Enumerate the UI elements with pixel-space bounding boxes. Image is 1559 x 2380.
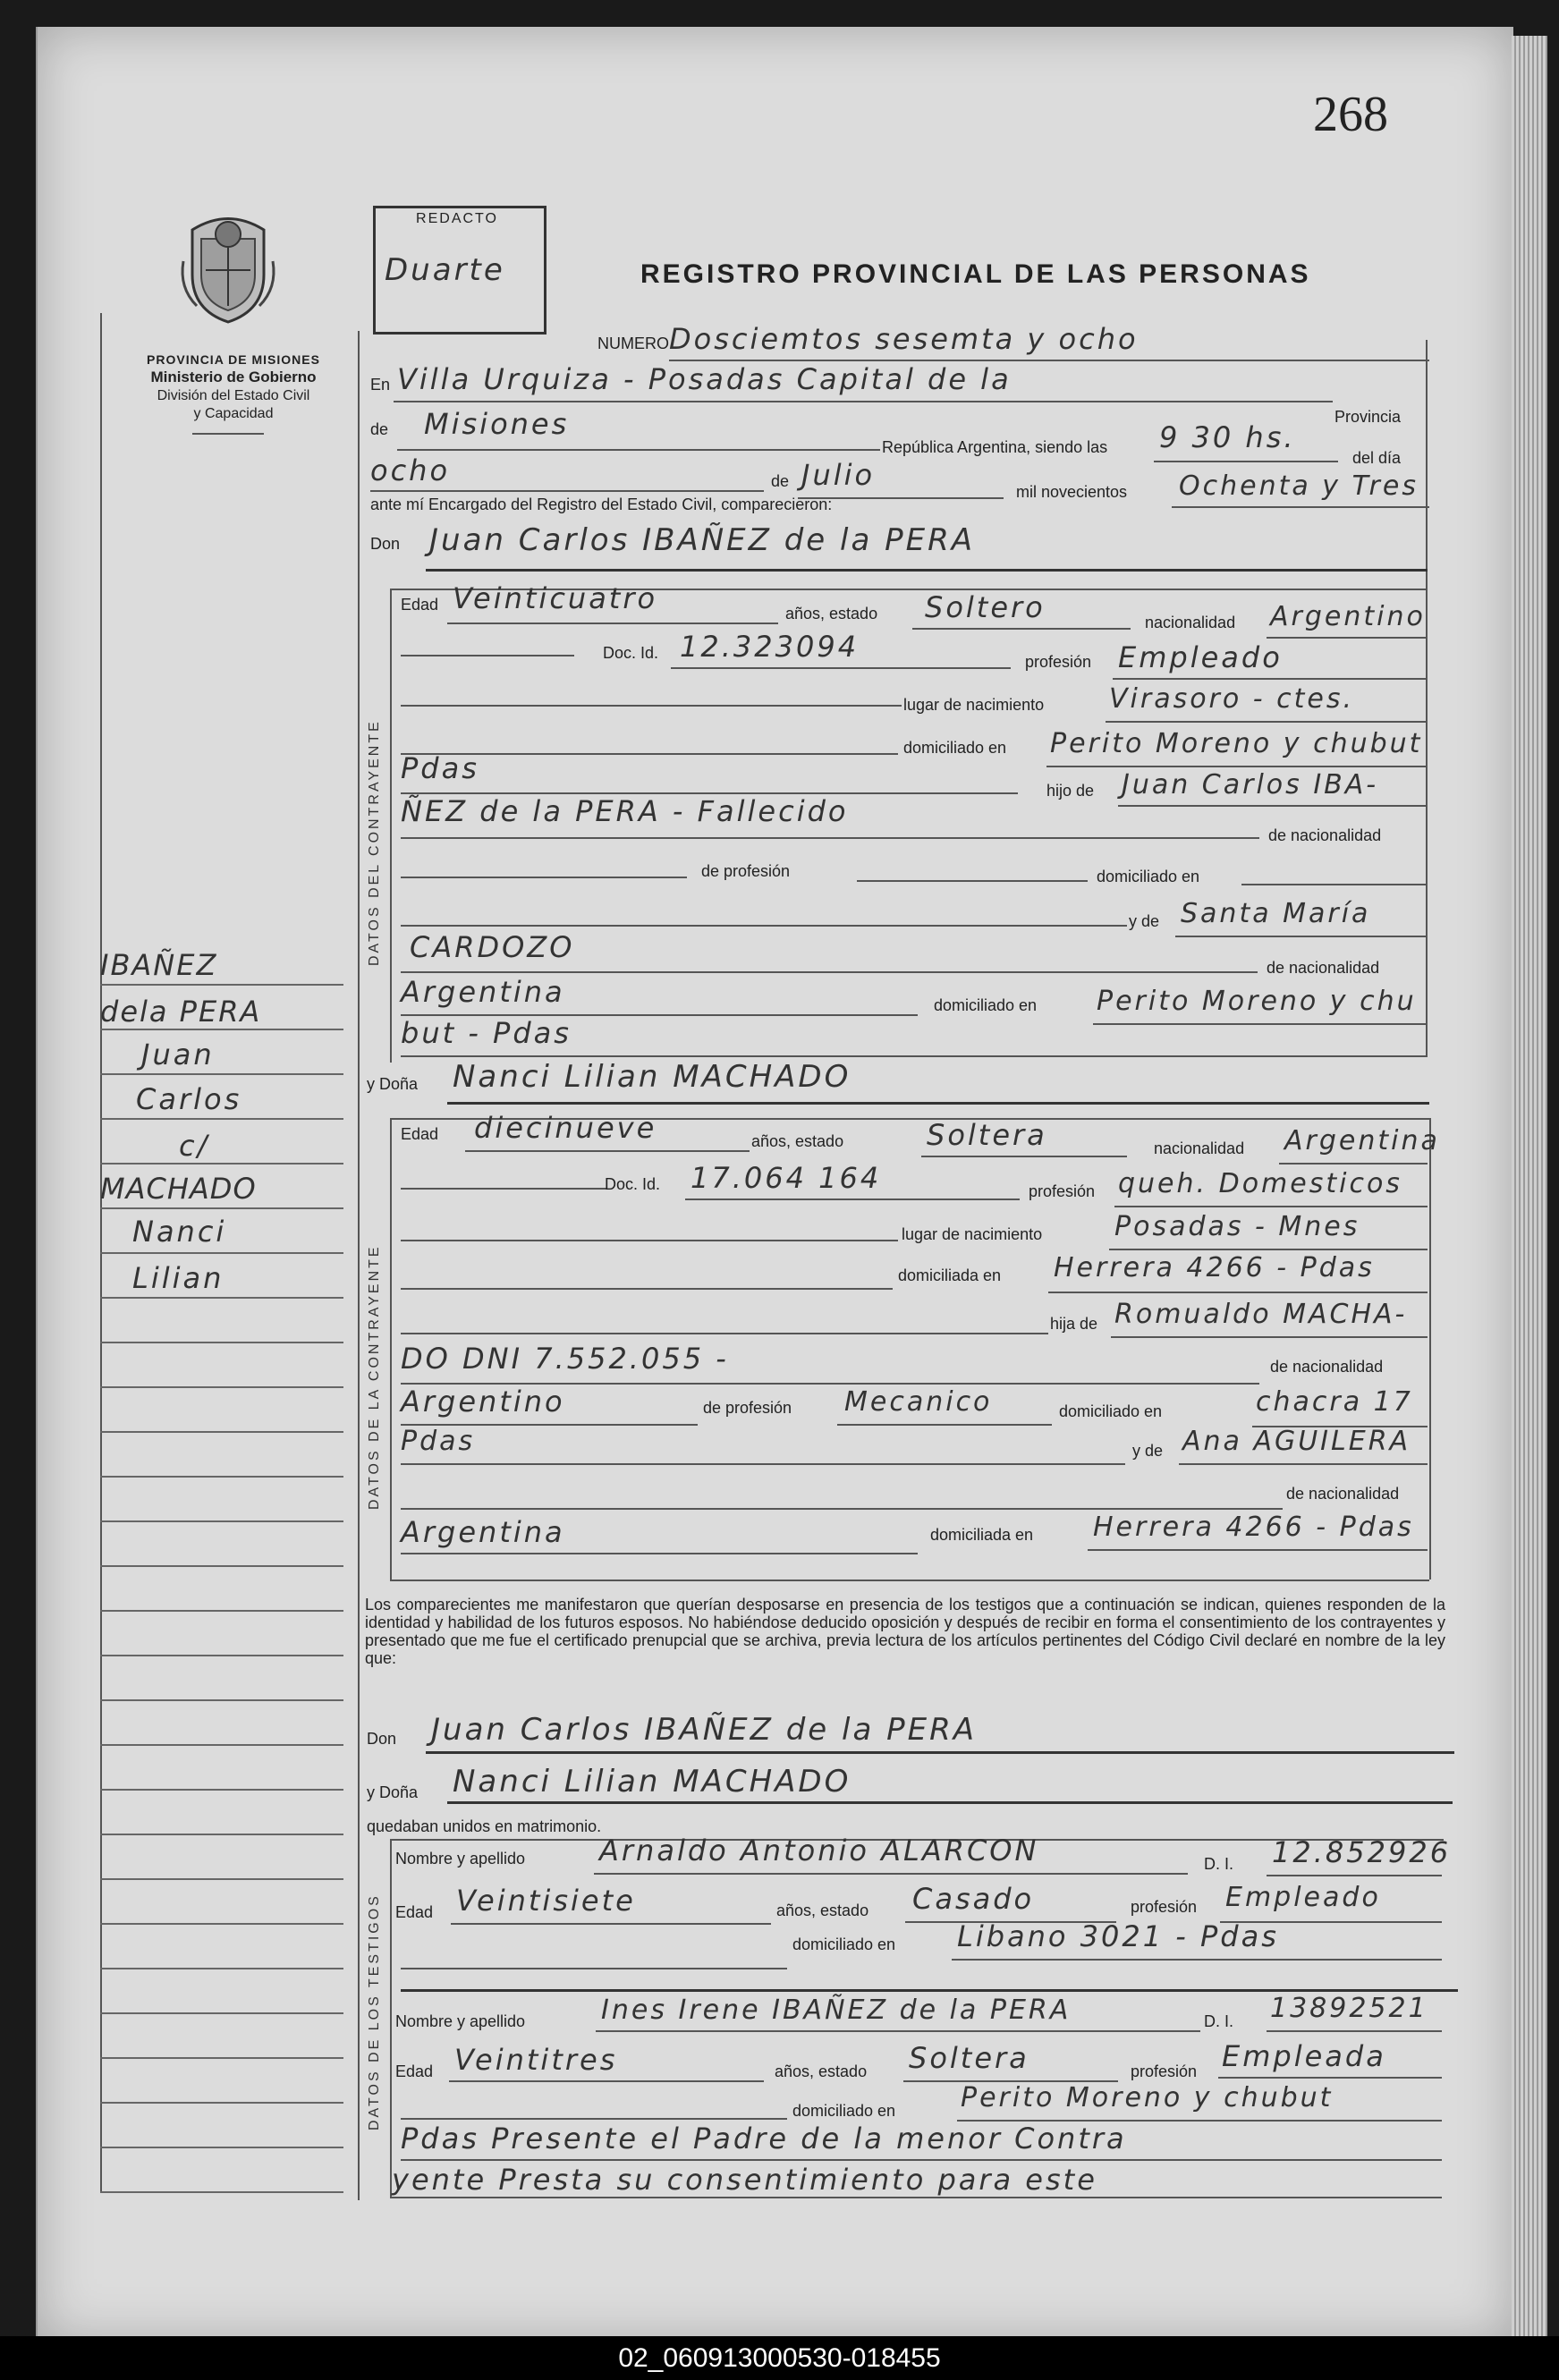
bride-nacionalidad-label: nacionalidad (1154, 1139, 1245, 1157)
w2-note-rule-2 (390, 2197, 1442, 2198)
province-value: Misiones (424, 407, 570, 441)
decl-closing: quedaban unidos en matrimonio. (367, 1817, 602, 1835)
w1-di-label: D. I. (1204, 1855, 1234, 1873)
bride-father-nacionalidad-label: de nacionalidad (1270, 1358, 1384, 1376)
groom-mother-domicilio-cont-rule (401, 1055, 1428, 1057)
groom-domicilio-label: domiciliado en (903, 739, 1007, 757)
groom-father-value: Juan Carlos IBA- (1122, 769, 1379, 800)
groom-name: Juan Carlos IBAÑEZ de la PERA (429, 522, 975, 558)
groom-mother-domicilio: Perito Moreno y chu (1097, 986, 1417, 1017)
w1-di-rule (1267, 1875, 1442, 1876)
groom-section-border (390, 589, 392, 1063)
groom-domicilio-value: Perito Moreno y chubut (1050, 728, 1423, 759)
scan-footer-code: 02_060913000530-018455 (0, 2336, 1559, 2380)
margin-rule (100, 1610, 343, 1612)
bride-profesion-value: queh. Domesticos (1118, 1168, 1402, 1199)
bride-profesion-label: profesión (1029, 1182, 1096, 1200)
bride-name-rule (447, 1102, 1429, 1105)
groom-doc-label: Doc. Id. (603, 644, 659, 662)
groom-lugar-label: lugar de nacimiento (903, 696, 1045, 714)
w2-note-line-1: Pdas Presente el Padre de la menor Contra (401, 2122, 1127, 2156)
w2-di-value: 13892521 (1270, 1993, 1428, 2024)
margin-rule (100, 1386, 343, 1388)
bride-estado-value: Soltera (927, 1118, 1047, 1152)
bride-mother-nacionalidad-pre-rule (401, 1508, 1283, 1510)
w2-edad-rule (449, 2080, 764, 2082)
hour-value: 9 30 hs. (1159, 420, 1296, 454)
groom-doc-rule-pre (401, 655, 574, 656)
bride-mother-domicilio: Herrera 4266 - Pdas (1093, 1512, 1414, 1543)
redacto-name: Duarte (385, 252, 505, 288)
decl-dona-label: y Doña (367, 1783, 419, 1801)
bride-doc-rule (685, 1198, 1020, 1200)
margin-note-line: Nanci (132, 1215, 227, 1249)
bride-doc-rule-pre (401, 1188, 606, 1190)
day-value: ocho (370, 453, 451, 487)
bride-nacionalidad-rule (1279, 1163, 1428, 1165)
groom-edad-value: Veinticuatro (453, 581, 658, 615)
w1-di-value: 12.852926 (1272, 1835, 1452, 1869)
bride-estado-rule (921, 1156, 1127, 1157)
groom-mother-domicilio-label: domiciliado en (934, 996, 1038, 1014)
page-number: 268 (1313, 87, 1388, 142)
groom-father-prof-rule (857, 880, 1088, 882)
groom-father-profesion-label: de profesión (701, 862, 791, 880)
w2-estado-value: Soltera (909, 2041, 1029, 2075)
decl-bride-name: Nanci Lilian MACHADO (453, 1764, 852, 1800)
w2-profesion-rule (1218, 2077, 1442, 2079)
margin-rule (100, 1342, 343, 1343)
year-rule (1172, 506, 1429, 508)
w1-domicilio-label: domiciliado en (792, 1935, 896, 1953)
groom-section-label: DATOS DEL CONTRAYENTE (367, 719, 382, 966)
bride-anos-label: años, estado (751, 1132, 844, 1150)
content-left-border (358, 331, 360, 2200)
month-value: Julio (801, 458, 876, 492)
groom-name-rule (426, 569, 1428, 572)
content-right-border (1426, 340, 1428, 1055)
margin-rule (100, 1431, 343, 1433)
de-label-2: de (771, 472, 790, 490)
margin-rule (100, 1297, 343, 1299)
w1-name-rule (594, 1873, 1188, 1875)
document-title: REGISTRO PROVINCIAL DE LAS PERSONAS (640, 259, 1311, 289)
w1-edad-rule (451, 1923, 771, 1925)
bride-lugar-label: lugar de nacimiento (902, 1225, 1043, 1243)
w2-note-line-2: yente Presta su consentimiento para este (392, 2163, 1097, 2197)
groom-domicilio-cont: Pdas (401, 751, 479, 785)
bride-mother-rule (1179, 1463, 1428, 1465)
groom-lugar-value: Virasoro - ctes. (1109, 683, 1355, 715)
margin-rule (100, 2102, 343, 2104)
w1-edad-value: Veintisiete (456, 1884, 636, 1918)
margin-rule (100, 1029, 343, 1030)
bride-section-label: DATOS DE LA CONTRAYENTE (367, 1244, 382, 1510)
w2-note-rule-1 (401, 2159, 1442, 2161)
margin-rule (100, 1699, 343, 1701)
bride-doc-value: 17.064 164 (691, 1161, 882, 1195)
groom-mother-label: y de (1129, 912, 1160, 930)
margin-rule (100, 2147, 343, 2148)
groom-mother-cont-rule (401, 971, 1258, 973)
w2-domicilio-rule-pre (401, 2118, 787, 2120)
bride-father-cont: DO DNI 7.552.055 - (401, 1342, 729, 1376)
bride-section-right (1429, 1118, 1431, 1580)
w1-domicilio-rule (952, 1959, 1442, 1961)
provincial-crest-icon (174, 208, 282, 324)
decl-bride-rule (447, 1801, 1453, 1804)
page-edges (1512, 36, 1547, 2343)
w2-di-rule (1267, 2030, 1442, 2032)
bride-father-profesion: Mecanico (844, 1386, 993, 1418)
margin-rule (100, 2057, 343, 2059)
margin-rule (100, 1207, 343, 1209)
groom-father-cont-rule (401, 837, 1259, 839)
w2-profesion-value: Empleada (1222, 2039, 1386, 2073)
bride-lugar-rule (1109, 1249, 1428, 1250)
bride-father-domicilio: chacra 17 (1256, 1386, 1413, 1418)
margin-note-line: dela PERA (100, 995, 262, 1029)
margin-rule (100, 1878, 343, 1880)
groom-mother-value: Santa María (1181, 898, 1371, 929)
bride-mother-nacionalidad-label: de nacionalidad (1286, 1485, 1400, 1503)
groom-edad-rule (447, 623, 778, 624)
witness-section-border (390, 1839, 392, 2197)
groom-domicilio-rule (1046, 766, 1428, 767)
groom-father-domicilio-rule (1241, 884, 1428, 885)
bride-name: Nanci Lilian MACHADO (453, 1059, 852, 1095)
w1-edad-label: Edad (395, 1903, 434, 1921)
bride-section-bottom (390, 1580, 1429, 1581)
groom-profesion-label: profesión (1025, 653, 1092, 671)
groom-nacionalidad-rule (1267, 637, 1428, 639)
margin-note-line: c/ (179, 1129, 210, 1163)
groom-doc-rule (671, 667, 1011, 669)
w1-bottom-rule (401, 1989, 1458, 1992)
margin-note-line: Lilian (132, 1261, 225, 1295)
margin-rule (100, 1252, 343, 1254)
province-line-3: División del Estado Civil (157, 388, 310, 403)
bride-father-value: Romualdo MACHA- (1114, 1299, 1408, 1330)
bride-hija-rule-pre (401, 1333, 1048, 1334)
margin-rule (100, 1923, 343, 1925)
hour-rule (1154, 461, 1338, 462)
republica-label: República Argentina, siendo las (882, 438, 1108, 456)
groom-estado-value: Soltero (925, 590, 1046, 624)
w2-edad-label: Edad (395, 2062, 434, 2080)
w1-domicilio-rule-pre (401, 1968, 787, 1969)
margin-note-line: MACHADO (100, 1172, 257, 1206)
groom-mother-cont: CARDOZO (410, 930, 575, 964)
bride-mother-nacionalidad-rule (401, 1553, 918, 1554)
day-rule (370, 490, 764, 492)
margin-rule (100, 1789, 343, 1791)
numero-rule (669, 360, 1429, 361)
place-rule (394, 401, 1333, 402)
groom-father-prof-rule-pre (401, 877, 687, 878)
bride-mother-domicilio-rule (1088, 1549, 1428, 1551)
bride-edad-rule (465, 1150, 750, 1152)
year-value: Ochenta y Tres (1179, 470, 1419, 502)
margin-rule (100, 1163, 343, 1165)
groom-mother-domicilio-rule (1093, 1023, 1428, 1025)
margin-note-line: IBAÑEZ (100, 948, 218, 982)
en-label: En (370, 376, 391, 394)
province-rule (397, 449, 880, 451)
bride-father-rule (1111, 1336, 1428, 1338)
margin-rule (100, 984, 343, 986)
bride-nacionalidad-value: Argentina (1284, 1125, 1440, 1156)
groom-father-rule (1118, 805, 1428, 807)
w2-nombre-label: Nombre y apellido (395, 2012, 526, 2030)
bride-edad-label: Edad (401, 1125, 439, 1143)
w2-domicilio-value: Perito Moreno y chubut (961, 2082, 1334, 2113)
groom-doc-value: 12.323094 (680, 630, 860, 664)
margin-rule (100, 1968, 343, 1969)
bride-section-border (390, 1118, 392, 1580)
margin-note-line: Juan (141, 1038, 215, 1071)
redacto-label: REDACTO (416, 211, 498, 226)
decl-groom-name: Juan Carlos IBAÑEZ de la PERA (431, 1712, 977, 1748)
w1-anos-label: años, estado (776, 1901, 869, 1919)
province-line-2: Ministerio de Gobierno (150, 368, 317, 385)
bride-edad-value: diecinueve (474, 1111, 657, 1145)
bride-mother-label: y de (1132, 1442, 1164, 1460)
w1-estado-value: Casado (912, 1882, 1035, 1916)
bride-lugar-rule-pre (401, 1240, 898, 1241)
margin-note-line: Carlos (136, 1082, 242, 1116)
w2-profesion-label: profesión (1131, 2062, 1198, 2080)
margin-rule (100, 1118, 343, 1120)
bride-father-domicilio-label: domiciliado en (1059, 1402, 1163, 1420)
bride-father-profesion-rule (837, 1424, 1052, 1426)
bride-mother-nacionalidad: Argentina (401, 1515, 565, 1549)
groom-lugar-rule-pre (401, 705, 902, 707)
groom-nacionalidad-label: nacionalidad (1145, 614, 1236, 631)
place-value: Villa Urquiza - Posadas Capital de la (397, 362, 1012, 396)
groom-estado-rule (912, 628, 1131, 630)
w2-anos-label: años, estado (775, 2062, 868, 2080)
w1-profesion-value: Empleado (1225, 1882, 1381, 1913)
margin-rule (100, 1834, 343, 1835)
bride-mother-rule-pre (401, 1463, 1125, 1465)
w2-di-label: D. I. (1204, 2012, 1234, 2030)
bride-father-nacionalidad: Argentino (401, 1385, 565, 1419)
groom-mother-nacionalidad: Argentina (401, 975, 565, 1009)
bride-domicilio-rule (1048, 1292, 1428, 1293)
groom-mother-nacionalidad-label: de nacionalidad (1267, 959, 1380, 977)
del-dia-label: del día (1352, 449, 1402, 467)
don-label: Don (370, 535, 401, 553)
groom-hijo-label: hijo de (1046, 782, 1095, 800)
w1-name: Arnaldo Antonio ALARCON (599, 1834, 1039, 1868)
groom-father-cont: ÑEZ de la PERA - Fallecido (401, 794, 849, 828)
groom-mother-rule-pre (401, 925, 1127, 927)
witness-section-label: DATOS DE LOS TESTIGOS (367, 1893, 382, 2130)
w2-name-rule (596, 2030, 1200, 2032)
groom-father-nacionalidad-label: de nacionalidad (1268, 826, 1382, 844)
provincia-label: Provincia (1334, 408, 1402, 426)
bride-mother-value: Ana AGUILERA (1182, 1426, 1411, 1457)
margin-rule (100, 1655, 343, 1656)
groom-mother-domicilio-cont: but - Pdas (401, 1016, 572, 1050)
province-line-1: PROVINCIA DE MISIONES (147, 352, 320, 367)
margin-rule (100, 1744, 343, 1746)
groom-profesion-value: Empleado (1118, 640, 1283, 674)
province-divider (192, 433, 264, 435)
margin-rule (100, 1565, 343, 1567)
groom-nacionalidad-value: Argentino (1270, 601, 1426, 632)
margin-rule (100, 2012, 343, 2014)
groom-father-domicilio-label: domiciliado en (1097, 868, 1200, 885)
declaration-paragraph: Los comparecientes me manifestaron que querían desposarse en presencia de los testigos que a continuación se indican, quienes responden de la identidad y habilidad de los futuros esposos. No habiéndose deducido oposición y después de recibir en forma el consentimiento de los contrayentes y presentado que me fue el certificado prenupcial que se archiva, previa lectura de los artículos pertinentes del Código Civil declaré en nombre de la ley que: (365, 1596, 1445, 1667)
bride-hija-label: hija de (1050, 1315, 1098, 1333)
numero-label: NUMERO (597, 335, 669, 352)
dona-label: y Doña (367, 1075, 419, 1093)
w1-domicilio-value: Libano 3021 - Pdas (957, 1919, 1279, 1953)
w1-profesion-label: profesión (1131, 1898, 1198, 1916)
bride-domicilio-value: Herrera 4266 - Pdas (1054, 1252, 1375, 1283)
bride-father-profesion-label: de profesión (703, 1399, 792, 1417)
margin-rule (100, 1520, 343, 1522)
w1-nombre-label: Nombre y apellido (395, 1850, 526, 1868)
decl-don-label: Don (367, 1730, 397, 1748)
groom-lugar-rule (1106, 721, 1428, 723)
bride-father-domicilio-cont: Pdas (401, 1426, 476, 1457)
bride-domicilio-label: domiciliada en (898, 1266, 1002, 1284)
margin-rule (100, 2191, 343, 2193)
margin-rule (100, 1476, 343, 1478)
w2-name: Ines Irene IBAÑEZ de la PERA (601, 1995, 1072, 2026)
province-line-4: y Capacidad (193, 406, 274, 421)
ante-label: ante mí Encargado del Registro del Estado Civil, comparecieron: (370, 495, 833, 513)
de-label: de (370, 420, 389, 438)
w2-edad-value: Veintitres (454, 2043, 618, 2077)
bride-domicilio-rule-pre (401, 1288, 893, 1290)
bride-mother-domicilio-label: domiciliada en (930, 1526, 1034, 1544)
groom-anos-label: años, estado (785, 605, 878, 623)
bride-lugar-value: Posadas - Mnes (1114, 1211, 1360, 1242)
bride-profesion-rule (1114, 1206, 1428, 1207)
numero-value: Dosciemtos sesemta y ocho (669, 322, 1139, 356)
groom-mother-rule (1175, 936, 1428, 937)
bride-doc-label: Doc. Id. (605, 1175, 661, 1193)
groom-edad-label: Edad (401, 596, 439, 614)
w2-domicilio-label: domiciliado en (792, 2102, 896, 2120)
mil-label: mil novecientos (1016, 483, 1128, 501)
decl-groom-rule (426, 1751, 1454, 1754)
margin-rule (100, 1073, 343, 1075)
groom-profesion-rule (1113, 678, 1428, 680)
